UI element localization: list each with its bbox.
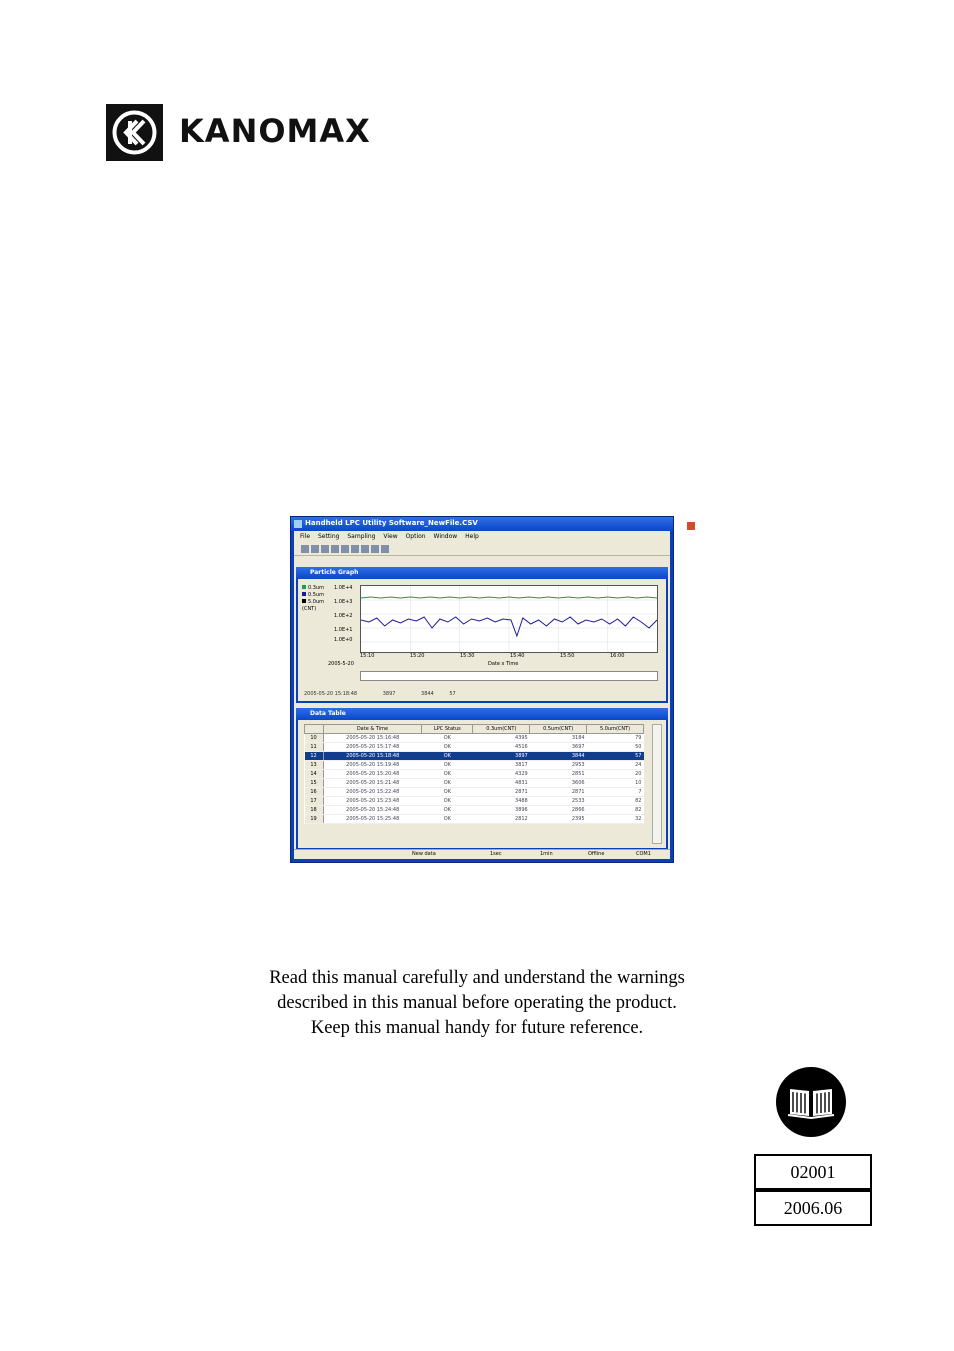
table-cell: 2851	[530, 770, 587, 779]
table-scrollbar[interactable]	[652, 724, 662, 844]
table-cell: OK	[422, 734, 473, 743]
table-cell: 82	[587, 806, 644, 815]
legend-unit: (CNT)	[302, 606, 317, 612]
settings-icon[interactable]	[351, 545, 359, 553]
table-cell: OK	[422, 743, 473, 752]
table-cell: 2812	[473, 815, 530, 824]
sampling-icon[interactable]	[341, 545, 349, 553]
table-cell: 32	[587, 815, 644, 824]
y-tick: 1.0E+2	[334, 613, 353, 619]
status-item: Offline	[588, 851, 605, 857]
row-number: 15	[305, 779, 324, 788]
table-cell: 2005-05-20 15:22:48	[323, 788, 422, 797]
table-window	[296, 708, 668, 850]
graph-icon[interactable]	[361, 545, 369, 553]
notice-line: Keep this manual handy for future reference.	[310, 1018, 644, 1038]
legend-item: 5.0um	[308, 599, 324, 605]
notice-line: Read this manual carefully and understand the warnings	[269, 968, 685, 988]
y-tick: 1.0E+0	[334, 637, 353, 643]
graph-status-time: 2005-05-20 15:18:48	[304, 691, 358, 697]
x-axis-label: Date x Time	[488, 661, 519, 667]
table-row[interactable]	[305, 806, 644, 815]
table-cell: 3817	[473, 761, 530, 770]
table-cell: 2866	[530, 806, 587, 815]
table-row[interactable]	[305, 743, 644, 752]
column-header[interactable]: 0.3um(CNT)	[473, 725, 530, 734]
table-cell: 3606	[530, 779, 587, 788]
table-cell: OK	[422, 752, 473, 761]
menu-setting[interactable]: Setting	[317, 533, 340, 540]
table-cell: 4395	[473, 734, 530, 743]
x-tick: 15:40	[510, 653, 525, 659]
row-number: 10	[305, 734, 324, 743]
table-cell: 2005-05-20 15:18:48	[323, 752, 422, 761]
app-client	[294, 531, 670, 859]
table-cell: OK	[422, 788, 473, 797]
table-cell: 2005-05-20 15:16:48	[323, 734, 422, 743]
table-row[interactable]	[305, 770, 644, 779]
menu-bar	[294, 531, 670, 543]
status-item: 1sec	[490, 851, 502, 857]
table-cell: 4329	[473, 770, 530, 779]
table-row[interactable]	[305, 752, 644, 761]
graph-date: 2005-5-20	[328, 661, 354, 667]
graph-legend	[302, 585, 324, 613]
menu-view[interactable]: View	[383, 533, 398, 540]
table-cell: 2005-05-20 15:20:48	[323, 770, 422, 779]
table-cell: 2005-05-20 15:17:48	[323, 743, 422, 752]
x-tick: 15:20	[410, 653, 425, 659]
new-file-icon[interactable]	[301, 545, 309, 553]
status-item: COM1	[636, 851, 651, 857]
table-cell: 20	[587, 770, 644, 779]
graph-window-body	[298, 579, 666, 701]
graph-status	[304, 691, 660, 699]
table-window-title: Data Table	[310, 710, 346, 717]
document-date: 2006.06	[754, 1190, 872, 1226]
graph-status-value: 3844	[421, 691, 434, 697]
legend-item: 0.5um	[308, 592, 324, 598]
table-cell: 2871	[473, 788, 530, 797]
table-cell: 2005-05-20 15:23:48	[323, 797, 422, 806]
row-number: 11	[305, 743, 324, 752]
row-number: 12	[305, 752, 324, 761]
table-cell: 2953	[530, 761, 587, 770]
y-tick: 1.0E+4	[334, 585, 353, 591]
data-table	[304, 724, 644, 824]
kanomax-logo-mark	[106, 104, 163, 161]
table-cell: 3896	[473, 806, 530, 815]
row-number: 19	[305, 815, 324, 824]
table-cell: 3184	[530, 734, 587, 743]
table-row[interactable]	[305, 797, 644, 806]
column-header[interactable]: Date & Time	[323, 725, 422, 734]
graph-status-value: 3897	[382, 691, 396, 697]
table-cell: OK	[422, 815, 473, 824]
document-code: 02001	[754, 1154, 872, 1190]
menu-window[interactable]: Window	[433, 533, 458, 540]
app-titlebar	[291, 517, 673, 531]
x-tick: 16:00	[610, 653, 625, 659]
table-icon[interactable]	[371, 545, 379, 553]
graph-window-title: Particle Graph	[310, 569, 359, 576]
table-cell: 79	[587, 734, 644, 743]
table-cell: OK	[422, 806, 473, 815]
table-cell: 3844	[530, 752, 587, 761]
logo-text: KANOMAX	[179, 112, 371, 150]
table-cell: 2533	[530, 797, 587, 806]
table-cell: 3697	[530, 743, 587, 752]
row-number: 16	[305, 788, 324, 797]
table-row[interactable]	[305, 788, 644, 797]
table-cell: 7	[587, 788, 644, 797]
graph-scrollbar[interactable]	[360, 671, 658, 681]
table-cell: 3488	[473, 797, 530, 806]
app-icon	[294, 520, 302, 528]
table-cell: 2395	[530, 815, 587, 824]
table-row[interactable]	[305, 779, 644, 788]
graph-window-titlebar	[296, 567, 668, 579]
notice-line: described in this manual before operating the product.	[277, 993, 677, 1013]
table-cell: 2005-05-20 15:24:48	[323, 806, 422, 815]
row-number: 14	[305, 770, 324, 779]
table-row[interactable]	[305, 815, 644, 824]
open-file-icon[interactable]	[311, 545, 319, 553]
table-row[interactable]	[305, 761, 644, 770]
menu-option[interactable]: Option	[405, 533, 426, 540]
table-cell: 82	[587, 797, 644, 806]
close-icon[interactable]	[686, 521, 696, 531]
window-icon[interactable]	[381, 545, 389, 553]
menu-help[interactable]: Help	[465, 533, 479, 540]
legend-item: 0.3um	[308, 585, 324, 591]
y-tick: 1.0E+1	[334, 627, 353, 633]
particle-graph	[360, 585, 658, 653]
table-cell: 4516	[473, 743, 530, 752]
row-number: 13	[305, 761, 324, 770]
table-cell: OK	[422, 761, 473, 770]
print-icon[interactable]	[331, 545, 339, 553]
table-cell: 57	[587, 752, 644, 761]
column-header[interactable]: LPC Status	[422, 725, 473, 734]
column-header[interactable]: 0.5um(CNT)	[530, 725, 587, 734]
table-cell: 2005-05-20 15:25:48	[323, 815, 422, 824]
y-tick: 1.0E+3	[334, 599, 353, 605]
menu-sampling[interactable]: Sampling	[347, 533, 376, 540]
kanomax-logo	[106, 104, 376, 162]
manual-notice	[0, 966, 954, 1041]
table-cell: 3897	[473, 752, 530, 761]
status-item: 1min	[540, 851, 553, 857]
status-item: New data	[412, 851, 436, 857]
x-tick: 15:10	[360, 653, 375, 659]
graph-window	[296, 567, 668, 703]
table-cell: 4831	[473, 779, 530, 788]
menu-file[interactable]: File	[300, 533, 311, 540]
app-title: Handheld LPC Utility Software_NewFile.CSV	[305, 519, 478, 527]
table-cell: 2871	[530, 788, 587, 797]
open-book-icon	[776, 1067, 846, 1137]
table-cell: 10	[587, 779, 644, 788]
software-screenshot	[290, 516, 674, 863]
table-window-titlebar	[296, 708, 668, 720]
column-header[interactable]	[305, 725, 324, 734]
app-statusbar	[294, 849, 670, 859]
save-icon[interactable]	[321, 545, 329, 553]
graph-status-value: 57	[449, 691, 456, 697]
table-cell: 50	[587, 743, 644, 752]
table-cell: 2005-05-20 15:21:48	[323, 779, 422, 788]
table-cell: OK	[422, 797, 473, 806]
table-cell: 24	[587, 761, 644, 770]
table-cell: OK	[422, 770, 473, 779]
x-tick: 15:30	[460, 653, 475, 659]
column-header[interactable]: 5.0um(CNT)	[587, 725, 644, 734]
row-number: 18	[305, 806, 324, 815]
row-number: 17	[305, 797, 324, 806]
table-cell: OK	[422, 779, 473, 788]
toolbar	[294, 543, 670, 556]
table-window-body	[298, 720, 666, 848]
table-cell: 2005-05-20 15:19:48	[323, 761, 422, 770]
x-tick: 15:50	[560, 653, 575, 659]
table-row[interactable]	[305, 734, 644, 743]
